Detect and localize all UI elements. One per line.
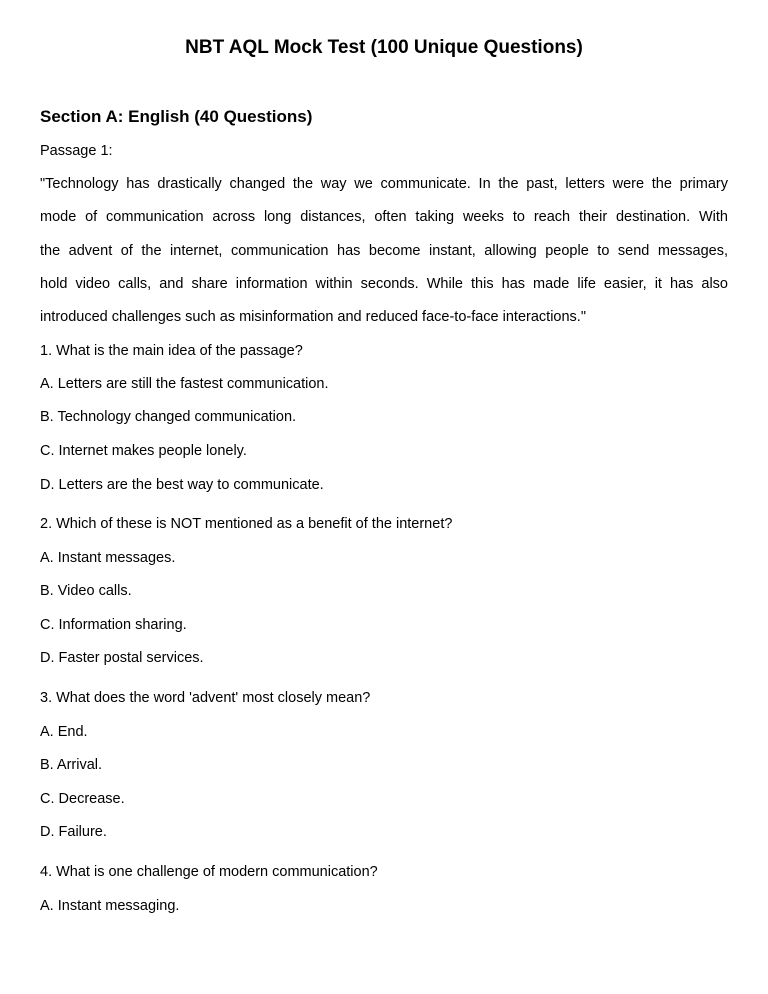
question-4: 4. What is one challenge of modern communication? [40, 864, 378, 880]
question-2-option-a: A. Instant messages. [40, 550, 176, 566]
passage-line: "Technology has drastically changed the way we communicate. In the past, letters were the primary [40, 176, 728, 192]
passage-label: Passage 1: [40, 143, 113, 159]
question-3-option-c: C. Decrease. [40, 791, 125, 807]
passage-line: the advent of the internet, communication has become instant, allowing people to send messages, [40, 243, 728, 259]
question-3-option-a: A. End. [40, 724, 88, 740]
question-1-option-b: B. Technology changed communication. [40, 409, 297, 425]
question-3-option-d: D. Failure. [40, 824, 107, 840]
question-1-option-c: C. Internet makes people lonely. [40, 443, 247, 459]
question-2-option-d: D. Faster postal services. [40, 650, 204, 666]
question-1: 1. What is the main idea of the passage? [40, 343, 303, 359]
passage-line: introduced challenges such as misinformation and reduced face-to-face interactions." [40, 309, 586, 325]
section-heading: Section A: English (40 Questions) [40, 107, 313, 126]
question-2-option-c: C. Information sharing. [40, 617, 187, 633]
question-1-option-d: D. Letters are the best way to communicate. [40, 477, 324, 493]
passage-line: hold video calls, and share information within seconds. While this has made life easier, it has also [40, 276, 728, 292]
question-1-option-a: A. Letters are still the fastest communication. [40, 376, 329, 392]
passage-line: mode of communication across long distances, often taking weeks to reach their destination. With [40, 209, 728, 225]
question-3: 3. What does the word 'advent' most closely mean? [40, 690, 371, 706]
question-2: 2. Which of these is NOT mentioned as a benefit of the internet? [40, 516, 453, 532]
page-title: NBT AQL Mock Test (100 Unique Questions) [185, 37, 583, 58]
question-4-option-a: A. Instant messaging. [40, 898, 180, 914]
question-2-option-b: B. Video calls. [40, 583, 132, 599]
question-3-option-b: B. Arrival. [40, 757, 103, 773]
